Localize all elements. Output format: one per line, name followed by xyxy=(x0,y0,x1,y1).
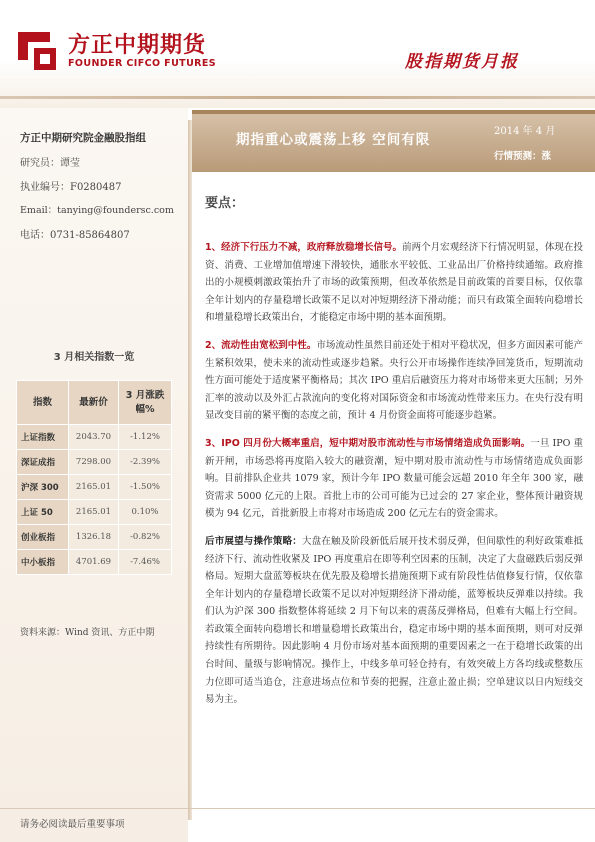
outlook-body: 大盘在触及阶段新低后展开技术弱反弹，但间歇性的利好政策难抵经济下行、流动性收紧及 IPO 再度重启在即等利空因素的压制，决定了大盘磁跌后弱反弹格局。短期大盘蓝筹板块在优先股及稳增长措施预期下或有阶段性估值修复行情，仅依靠全年计划内的存量稳增长政策不足以对冲短期经济下滑动能，蓝筹板块反弹难以持续。我们认为沪深 300 指数整体将延续 2 月下旬以来的震荡反弹格局，但难有大幅上行空间。若政策全面转向稳增长和增量稳增长政策出台，稳定市场中期的基本面预期，则可对反弹持续性有所期待。因此影响 4 月份市场对基本面预期的重要因素之一在于稳增长政策的出台时间、量级与影响情况。操作上，中线多单可轻仓持有，有效突破上方各均线或整数压力位即可适当追仓，注意进场点位和节奏的把握，注意止盈止损；空单建议以日内短线交易为主。 xyxy=(205,535,583,706)
index-price: 1326.18 xyxy=(69,525,119,550)
market-forecast: 行情预测：涨 xyxy=(494,151,552,162)
key-point-lead: 1、经济下行压力不减，政府释放稳增长信号。 xyxy=(205,242,403,253)
index-name: 上证指数 xyxy=(17,425,69,450)
index-name: 沪深 300 xyxy=(17,475,69,500)
table-row xyxy=(17,550,172,575)
table-row xyxy=(17,425,172,450)
column-header-price: 最新价 xyxy=(69,381,119,425)
index-price: 4701.69 xyxy=(69,550,119,575)
company-logo xyxy=(14,26,234,76)
key-point-body: 一旦 IPO 重新开闸，市场恐将再度陷入较大的融资潮，短中期对股市流动性与市场情绪造成负面影响。目前排队企业共 1079 家，预计今年 IPO 数量可能会远超 2010 年全年 300 家，融资需求 5000 亿元的上限。首批上市的公司可能为已过会的 27 家企业，整体预计融资规模为 94 亿元，首批新股上市将对市场造成 200 亿元左右的资金需求。 xyxy=(205,437,583,520)
table-row xyxy=(17,475,172,500)
report-date: 2014 年 4 月 xyxy=(494,126,556,137)
key-point-lead: 3、IPO 四月份大概率重启，短中期对股市流动性与市场情绪造成负面影响。 xyxy=(205,437,531,449)
index-price: 2165.01 xyxy=(69,475,119,500)
outlook-lead: 后市展望与操作策略： xyxy=(205,535,302,547)
index-change: -1.12% xyxy=(119,425,172,450)
report-name: 股指期货月报 xyxy=(405,52,519,72)
index-name: 中小板指 xyxy=(17,550,69,575)
data-source: 资料来源：Wind 资讯、方正中期 xyxy=(20,628,155,638)
index-table xyxy=(16,380,172,575)
index-change: -2.39% xyxy=(119,450,172,475)
report-title: 期指重心或震荡上移 空间有限 xyxy=(236,132,431,148)
analyst-name: 研究员：谭莹 xyxy=(20,158,80,169)
index-change: -7.46% xyxy=(119,550,172,575)
key-points-heading: 要点： xyxy=(205,196,245,211)
footer-divider xyxy=(0,808,595,809)
table-row xyxy=(17,450,172,475)
index-name: 深证成指 xyxy=(17,450,69,475)
key-point-1 xyxy=(205,239,583,327)
research-group: 方正中期研究院金融股指组 xyxy=(20,132,146,144)
sidebar-divider xyxy=(188,120,192,820)
founder-logo-icon xyxy=(14,28,60,74)
analyst-phone: 电话：0731-85864807 xyxy=(20,230,130,241)
table-row xyxy=(17,525,172,550)
analyst-email[interactable]: Email：tanying@foundersc.com xyxy=(20,205,174,216)
key-point-body: 前两个月宏观经济下行情况明显，体现在投资、消费、工业增加值增速下滑较快，通胀水平较低、工业品出厂价格持续通缩。政府推出的小规模刺激政策抬升了市场的政策预期，但改革依然是目前政策的首要目标，仅依靠全年计划内的存量稳增长政策不足以对冲短期经济下滑动能；而只有政策全面转向稳增长和增量稳增长政策出台，才能稳定市场中期的基本面预期。 xyxy=(205,242,583,324)
index-price: 2043.70 xyxy=(69,425,119,450)
index-price: 7298.00 xyxy=(69,450,119,475)
license-number: 执业编号：F0280487 xyxy=(20,182,122,193)
outlook-strategy xyxy=(205,533,583,709)
key-point-body: 市场流动性虽然目前还处于相对平稳状况，但多方面因素可能产生紧积效果，使未来的流动性或逐步趋紧。央行公开市场操作连续净回笼货币，短期流动性方面可能处于适度紧平衡格局；其次 IPO 重启后融资压力将对市场带来更大压制；另外汇率的波动以及外汇占款流向的变化将对国际资金和市场流动性带来压力。在央行没有明显改变目前的紧平衡的态度之前，预计 4 月份资金面将可能逐步趋紧。 xyxy=(205,339,583,422)
column-header-change: 3 月涨跌幅% xyxy=(119,381,172,425)
logo-chinese-name: 方正中期期货 xyxy=(68,33,207,58)
index-name: 上证 50 xyxy=(17,500,69,525)
index-table-title: 3 月相关指数一览 xyxy=(53,352,135,363)
column-header-index: 指数 xyxy=(17,381,69,425)
index-price: 2165.01 xyxy=(69,500,119,525)
key-point-lead: 2、流动性由宽松到中性。 xyxy=(205,339,317,351)
main-content xyxy=(205,192,583,719)
index-name: 创业板指 xyxy=(17,525,69,550)
key-point-2 xyxy=(205,337,583,425)
footer-notice: 请务必阅读最后重要事项 xyxy=(20,819,125,830)
index-change: 0.10% xyxy=(119,500,172,525)
logo-english-name: FOUNDER CIFCO FUTURES xyxy=(68,58,217,69)
table-row xyxy=(17,500,172,525)
index-change: -1.50% xyxy=(119,475,172,500)
header-divider xyxy=(0,96,595,99)
table-header-row xyxy=(17,381,172,425)
banner-stripe xyxy=(192,110,595,114)
index-change: -0.82% xyxy=(119,525,172,550)
key-point-3 xyxy=(205,435,583,523)
